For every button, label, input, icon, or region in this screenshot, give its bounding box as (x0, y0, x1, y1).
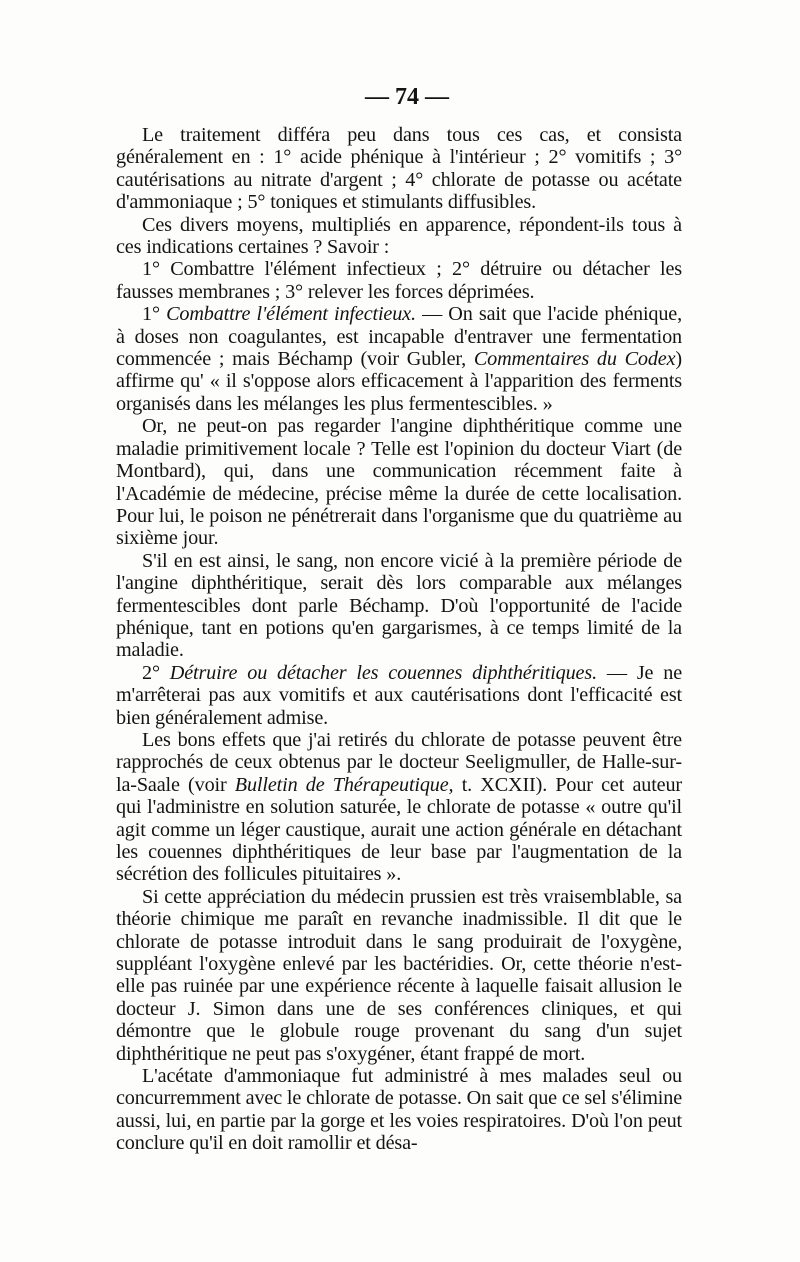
paragraph-p8 (116, 729, 682, 886)
text-run: S'il en est ainsi, le sang, non encore vicié à la première période de l'angine diphthéritique, serait dès lors comparable aux mélanges fermentescibles dont parle Béchamp. D'où l'opportunité de l'acide phénique, tant en potions qu'en gargarismes, à ce temps limité de la maladie. (116, 549, 682, 662)
body-text (116, 124, 682, 1155)
text-run: Le traitement différa peu dans tous ces cas, et consista généralement en : 1° acide phénique à l'intérieur ; 2° vomitifs ; 3° cautérisations au nitrate d'argent ; 4° chlorate de potasse ou acétate d'ammoniaque ; 5° toniques et stimulants diffusibles. (116, 124, 682, 214)
text-run: 1° (142, 303, 167, 326)
italic-text: Détruire ou détacher les couennes diphthéritiques. (169, 661, 597, 684)
italic-text: Combattre l'élément infectieux. (166, 303, 416, 326)
italic-text: Bulletin de Thérapeutique, (234, 773, 454, 796)
text-run: ) affirme qu' « il s'oppose alors efficacement à l'apparition des ferments organisés dans les mélanges les plus fermentescibles. » (116, 348, 682, 415)
paragraph-p10 (116, 1065, 682, 1155)
text-run: Si cette appréciation du médecin prussien est très vraisemblable, sa théorie chimique me paraît en revanche inadmissible. Il dit que le chlorate de potasse introduit dans le sang produirait de l'oxygène, suppléant l'oxygène enlevé par les bactéridies. Or, cette théorie n'est-elle pas ruinée par une expérience récente à laquelle faisait allusion le docteur J. Simon dans une de ses conférences cliniques, et qui démontre que le globule rouge provenant du sang d'un sujet diphthéritique ne peut pas s'oxygéner, étant frappé de mort. (116, 885, 682, 1065)
italic-text: Commentaires du Codex (473, 348, 676, 371)
text-run: Ces divers moyens, multipliés en apparence, répondent-ils tous à ces indications certaines ? Savoir : (116, 213, 682, 259)
paragraph-p3 (116, 258, 682, 303)
text-run: Les bons effets que j'ai retirés du chlorate de potasse peuvent être rapprochés de ceux obtenus par le docteur Seeligmuller, de Halle-sur-la-Saale (voir (116, 728, 682, 796)
text-run: 2° (142, 661, 170, 684)
page-number: — 74 — (365, 84, 449, 110)
paragraph-p4 (116, 303, 682, 415)
text-run: Or, ne peut-on pas regarder l'angine diphthéritique comme une maladie primitivement locale ? Telle est l'opinion du docteur Viart (de Montbard), qui, dans une communication récemment faite à l'Académie de médecine, précise même la durée de cette localisation. Pour lui, le poison ne pénétrerait dans l'organisme que du quatrième au sixième jour. (116, 415, 682, 550)
text-run: — Je ne m'arrêterai pas aux vomitifs et aux cautérisations dont l'efficacité est bien généralement admise. (116, 661, 683, 729)
paragraph-p2 (116, 214, 682, 259)
text-run: t. XCXII). Pour cet auteur qui l'administre en solution saturée, le chlorate de potasse « outre qu'il agit comme un léger caustique, aurait une action générale en détachant les couennes diphthéritiques de leur base par l'augmentation de la sécrétion des follicules pituitaires ». (116, 773, 682, 886)
text-run: L'acétate d'ammoniaque fut administré à mes malades seul ou concurremment avec le chlorate de potasse. On sait que ce sel s'élimine aussi, lui, en partie par la gorge et les voies respiratoires. D'où l'on peut conclure qu'il en doit ramollir et désa- (116, 1065, 682, 1155)
paragraph-p6 (116, 550, 682, 662)
paragraph-p7 (116, 662, 682, 729)
paragraph-p9 (116, 886, 682, 1065)
paragraph-p1 (116, 124, 682, 214)
text-run: — On sait que l'acide phénique, à doses non coagulantes, est incapable d'entraver une fermentation commencée ; mais Béchamp (voir Gubler, (116, 303, 683, 371)
paragraph-p5 (116, 415, 682, 549)
text-run: 1° Combattre l'élément infectieux ; 2° détruire ou détacher les fausses membranes ; 3° relever les forces déprimées. (116, 258, 682, 303)
